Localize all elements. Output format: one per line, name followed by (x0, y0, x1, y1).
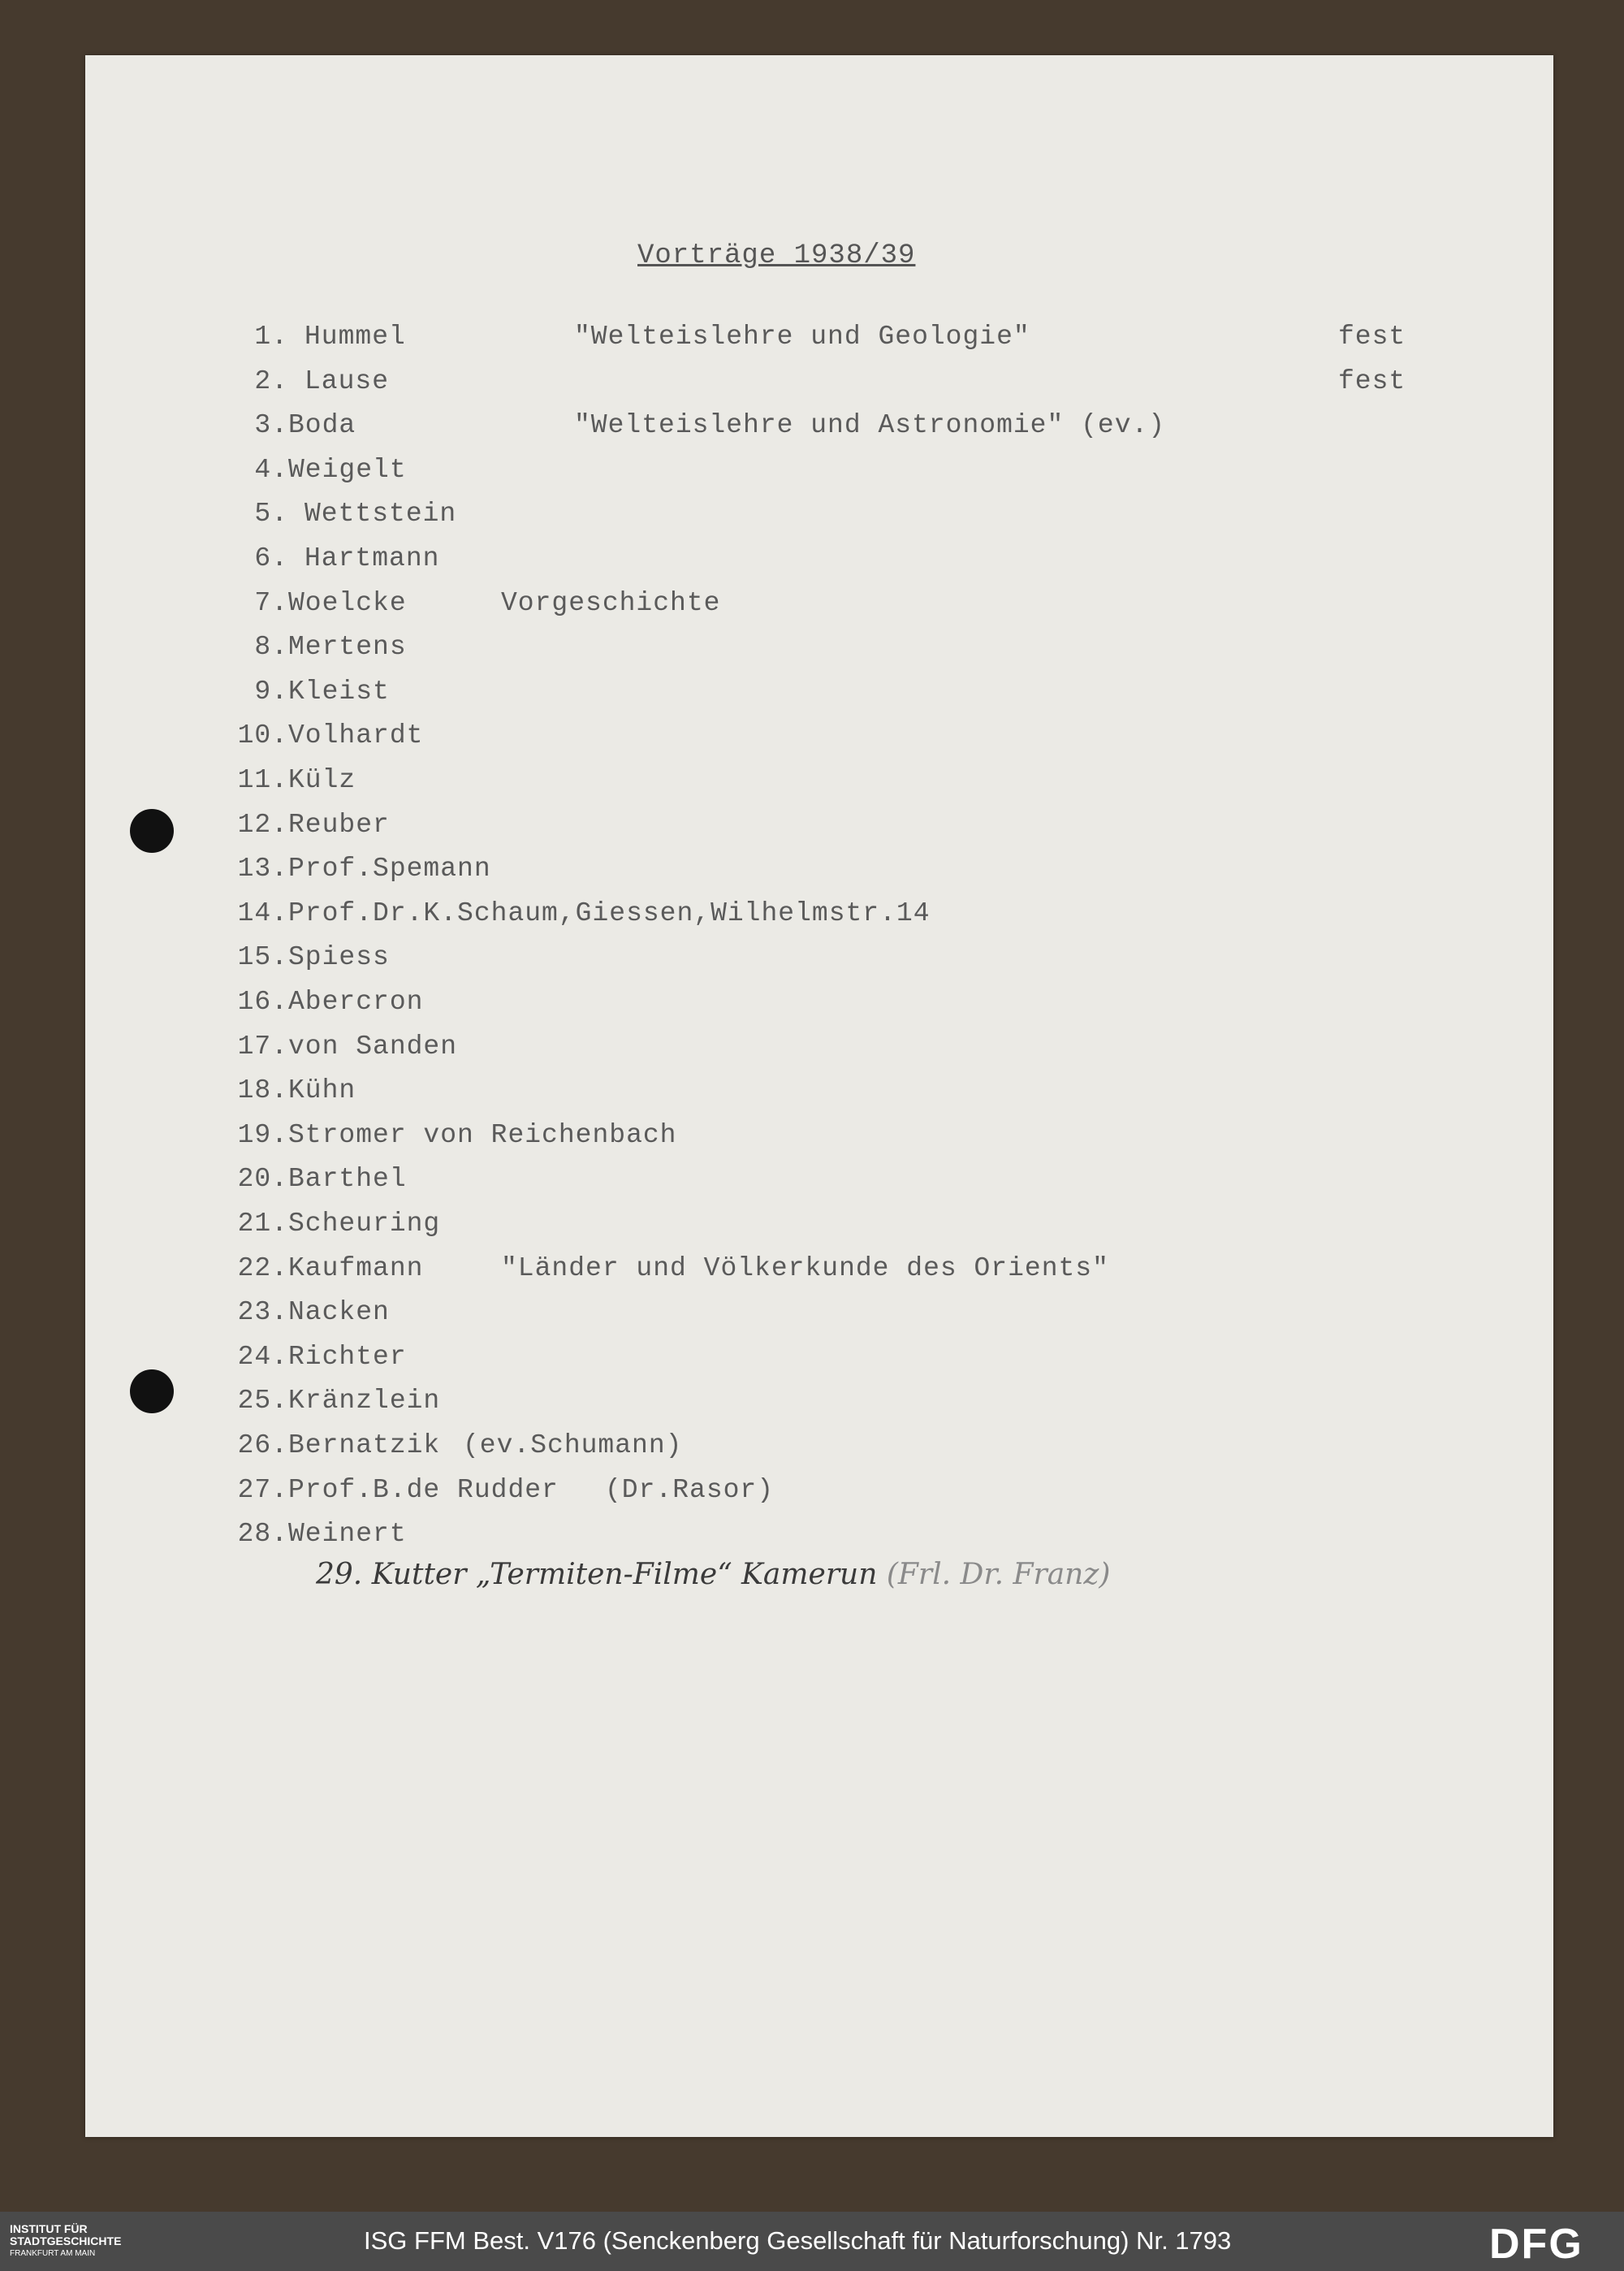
entry-number: 7. (254, 588, 288, 618)
handwritten-note: (Frl. Dr. Franz) (886, 1558, 1111, 1591)
entry-number: 21. (237, 1209, 288, 1239)
entry-number: 28. (237, 1519, 288, 1549)
entry-number: 23. (237, 1297, 288, 1327)
entry-name: Prof.B.de Rudder (288, 1475, 559, 1505)
entry-number: 11. (237, 765, 288, 795)
archive-footer (0, 2212, 1624, 2271)
entry-name: Weinert (288, 1519, 407, 1549)
entry-name: Richter (288, 1342, 407, 1372)
entry-number: 12. (237, 810, 288, 840)
entry-name: Volhardt (288, 720, 424, 751)
entry-number: 4. (254, 455, 288, 485)
entry-name: Kaufmann (288, 1253, 424, 1283)
entry-number: 20. (237, 1164, 288, 1194)
entry-name: Lause (304, 366, 390, 396)
entry-number: 2. (254, 366, 288, 396)
entry-number: 6. (254, 543, 288, 573)
entry-number: 13. (237, 854, 288, 884)
entry-name: Külz (288, 765, 356, 795)
document-page (85, 55, 1553, 2137)
entry-number: 14. (237, 898, 288, 928)
entry-number: 22. (237, 1253, 288, 1283)
entry-name: Kleist (288, 677, 390, 707)
entry-name: Mertens (288, 632, 407, 662)
entry-number: 17. (237, 1032, 288, 1062)
institution-line-2: STADTGESCHICHTE (10, 2234, 122, 2247)
entry-topic: "Welteislehre und Geologie" (574, 322, 1030, 352)
entry-name: Prof.Spemann (288, 854, 491, 884)
entry-name: Kränzlein (288, 1386, 441, 1416)
entry-name: Bernatzik (288, 1430, 441, 1460)
institution-line-1: INSTITUT FÜR (10, 2222, 88, 2235)
entry-name: Stromer von Reichenbach (288, 1120, 677, 1150)
entry-number: 1. (254, 322, 288, 352)
entry-status: fest (1338, 322, 1406, 352)
entry-number: 26. (237, 1430, 288, 1460)
entry-name: Barthel (288, 1164, 407, 1194)
document-title: Vorträge 1938/39 (637, 240, 916, 271)
entry-name: Boda (288, 410, 356, 440)
institution-label (10, 2223, 172, 2260)
entry-name: Reuber (288, 810, 390, 840)
dfg-logo: DFG (1489, 2221, 1583, 2268)
entry-name: Abercron (288, 987, 424, 1017)
entry-number: 8. (254, 632, 288, 662)
entry-name: Nacken (288, 1297, 390, 1327)
entry-name: Scheuring (288, 1209, 441, 1239)
entry-name: Weigelt (288, 455, 407, 485)
entry-number: 16. (237, 987, 288, 1017)
entry-name: Prof.Dr.K.Schaum,Giessen,Wilhelmstr.14 (288, 898, 931, 928)
archive-caption: ISG FFM Best. V176 (Senckenberg Gesellschaft für Naturforschung) Nr. 1793 (364, 2226, 1232, 2255)
entry-number: 24. (237, 1342, 288, 1372)
entry-topic: "Welteislehre und Astronomie" (ev.) (574, 410, 1166, 440)
entry-topic: (Dr.Rasor) (605, 1475, 775, 1505)
entry-name: Hartmann (304, 543, 440, 573)
institution-line-3: FRANKFURT AM MAIN (10, 2249, 96, 2258)
handwritten-main: 29. Kutter „Termiten-Filme“ Kamerun (316, 1558, 878, 1591)
entry-topic: (ev.Schumann) (463, 1430, 683, 1460)
entry-name: Hummel (304, 322, 406, 352)
entry-name: Kühn (288, 1075, 356, 1105)
entry-number: 18. (237, 1075, 288, 1105)
entry-number: 10. (237, 720, 288, 751)
entry-name: Spiess (288, 942, 390, 972)
handwritten-entry (316, 1558, 1110, 1591)
entry-name: Woelcke (288, 588, 407, 618)
entry-number: 3. (254, 410, 288, 440)
entry-number: 9. (254, 677, 288, 707)
entry-number: 19. (237, 1120, 288, 1150)
entry-name: Wettstein (304, 499, 457, 529)
entry-topic: "Länder und Völkerkunde des Orients" (501, 1253, 1109, 1283)
entry-status: fest (1338, 366, 1406, 396)
entry-number: 27. (237, 1475, 288, 1505)
entry-number: 5. (254, 499, 288, 529)
entry-number: 25. (237, 1386, 288, 1416)
entry-topic: Vorgeschichte (501, 588, 721, 618)
entry-name: von Sanden (288, 1032, 458, 1062)
entry-number: 15. (237, 942, 288, 972)
